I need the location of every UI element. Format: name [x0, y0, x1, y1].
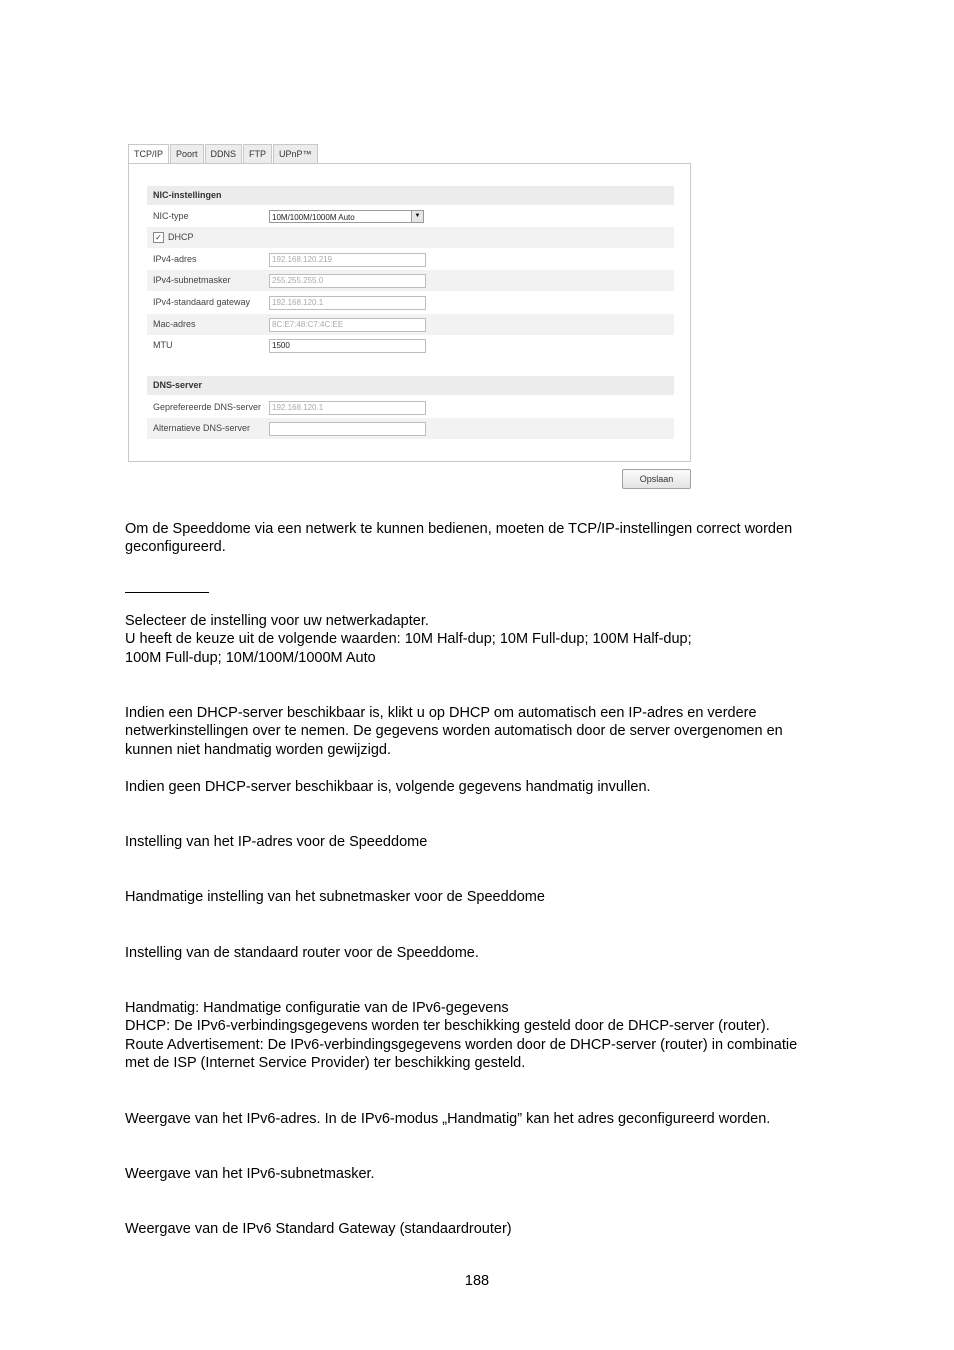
text-line: Handmatige instelling van het subnetmasker voor de Speeddome [125, 889, 545, 905]
tab-bar [128, 144, 319, 164]
nic-section-title: NIC-instellingen [147, 186, 674, 205]
text-line: Selecteer de instelling voor uw netwerkadapter. [125, 613, 429, 629]
ipv4-subnet-label: IPv4-subnetmasker [153, 275, 231, 285]
ipv6-address-paragraph [125, 1110, 885, 1128]
dhcp-checkbox[interactable]: ✓ [153, 232, 164, 243]
text-line: Om de Speeddome via een netwerk te kunnen bedienen, moeten de TCP/IP-instellingen correct worden [125, 521, 793, 537]
mac-row [147, 314, 674, 335]
tab-upnp[interactable]: UPnP™ [273, 144, 318, 163]
chevron-down-icon[interactable]: ▼ [411, 211, 423, 222]
tcpip-panel [128, 163, 691, 462]
mtu-field[interactable]: 1500 [269, 339, 426, 353]
mac-field[interactable]: 8C:E7:48:C7:4C:EE [269, 318, 426, 332]
page-number: 188 [464, 1273, 490, 1289]
ipv4-address-field[interactable]: 192.168.120.219 [269, 253, 426, 267]
text-line: kunnen niet handmatig worden gewijzigd. [125, 741, 392, 758]
text-line: Handmatig: Handmatige configuratie van de IPv6-gegevens [125, 1000, 509, 1016]
alternate-dns-field[interactable] [269, 422, 426, 436]
save-button[interactable]: Opslaan [622, 469, 691, 489]
dhcp-paragraph [125, 704, 885, 759]
intro-paragraph [125, 520, 885, 557]
subnet-paragraph [125, 888, 885, 906]
alternate-dns-label: Alternatieve DNS-server [153, 423, 251, 433]
ipv6-gateway-paragraph [125, 1220, 885, 1238]
text-line: U heeft de keuze uit de volgende waarden: 10M Half-dup; 10M Full-dup; 100M Half-dup; [125, 631, 692, 648]
ipv4-address-label: IPv4-adres [153, 254, 197, 264]
ipv4-gateway-field[interactable]: 192.168.120.1 [269, 296, 426, 310]
text-line: Indien geen DHCP-server beschikbaar is, volgende gegevens handmatig invullen. [125, 779, 651, 795]
ipv4-address-row [147, 249, 674, 270]
preferred-dns-field[interactable]: 192.168.120.1 [269, 401, 426, 415]
nic-type-value: 10M/100M/1000M Auto [272, 213, 355, 222]
text-line: netwerkinstellingen over te nemen. De gegevens worden automatisch door de server overgenomen en [125, 723, 783, 740]
text-line: met de ISP (Internet Service Provider) ter beschikking gesteld. [125, 1054, 526, 1071]
mtu-row [147, 335, 674, 356]
no-dhcp-paragraph [125, 778, 885, 796]
preferred-dns-row [147, 397, 674, 418]
nic-type-row [147, 206, 674, 227]
dhcp-row [147, 227, 674, 248]
router-paragraph [125, 944, 885, 962]
nic-type-select[interactable] [269, 210, 424, 223]
text-line: Instelling van de standaard router voor de Speeddome. [125, 945, 479, 961]
text-line: Route Advertisement: De IPv6-verbindingsgegevens worden door de DHCP-server (router) in combinatie [125, 1036, 798, 1053]
ipv6-mode-paragraph [125, 999, 885, 1072]
nic-type-paragraph [125, 612, 885, 667]
ipv4-gateway-label: IPv4-standaard gateway [153, 297, 251, 307]
tab-poort[interactable]: Poort [170, 144, 204, 163]
tab-ftp[interactable]: FTP [243, 144, 272, 163]
text-line: Indien een DHCP-server beschikbaar is, klikt u op DHCP om automatisch een IP-adres en verdere [125, 705, 757, 721]
ipv4-subnet-row [147, 270, 674, 291]
network-settings-screenshot [128, 144, 691, 490]
text-line: Instelling van het IP-adres voor de Speeddome [125, 834, 428, 850]
text-line: 100M Full-dup; 10M/100M/1000M Auto [125, 649, 376, 666]
mtu-label: MTU [153, 340, 173, 350]
text-line: Weergave van de IPv6 Standard Gateway (standaardrouter) [125, 1221, 512, 1237]
dhcp-label: DHCP [168, 232, 194, 242]
alternate-dns-row [147, 418, 674, 439]
text-line: Weergave van het IPv6-subnetmasker. [125, 1166, 375, 1182]
heading-underline [125, 592, 209, 593]
text-line: DHCP: De IPv6-verbindingsgegevens worden ter beschikking gesteld door de DHCP-server (router). [125, 1018, 770, 1035]
mac-label: Mac-adres [153, 319, 196, 329]
nic-type-label: NIC-type [153, 211, 189, 221]
ipv4-subnet-field[interactable]: 255.255.255.0 [269, 274, 426, 288]
ipv6-subnet-paragraph [125, 1165, 885, 1183]
tab-tcpip[interactable]: TCP/IP [128, 144, 169, 164]
text-line: Weergave van het IPv6-adres. In de IPv6-modus „Handmatig” kan het adres geconfigureerd worden. [125, 1111, 771, 1127]
preferred-dns-label: Geprefereerde DNS-server [153, 402, 262, 412]
ip-address-paragraph [125, 833, 885, 851]
ipv4-gateway-row [147, 292, 674, 313]
dns-section-title: DNS-server [147, 376, 674, 395]
tab-ddns[interactable]: DDNS [205, 144, 243, 163]
text-line: geconfigureerd. [125, 539, 226, 556]
